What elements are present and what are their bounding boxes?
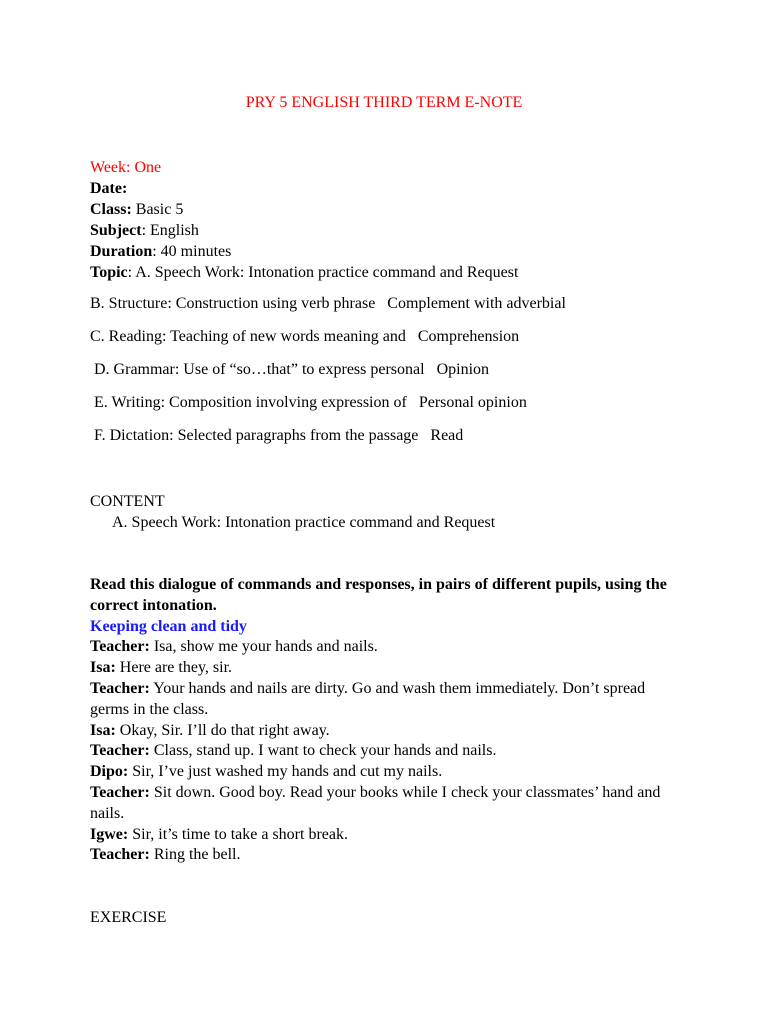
dialogue-line (90, 783, 670, 825)
dialogue-text: Sit down. Good boy. Read your books while I check your classmates’ hand and nails. (90, 783, 661, 822)
topic-label: Topic (90, 264, 128, 281)
topic-item: B. Structure: Construction using verb phrase Complement with adverbial (90, 295, 566, 312)
dialogue-subtitle: Keeping clean and tidy (90, 617, 247, 635)
topic-item: F. Dictation: Selected paragraphs from the passage Read (90, 427, 464, 444)
class-label: Class: (90, 201, 132, 218)
topic-item: C. Reading: Teaching of new words meaning and Comprehension (90, 328, 520, 345)
dialogue-line (90, 637, 670, 658)
dialogue-text: Class, stand up. I want to check your hands and nails. (149, 742, 497, 760)
week-label: Week: One (90, 159, 162, 176)
dialogue-text: Okay, Sir. I’ll do that right away. (115, 721, 330, 739)
date-row (90, 178, 730, 199)
dialogue-text: Sir, I’ve just washed my hands and cut my nails. (128, 763, 443, 781)
speaker-name: Teacher: (90, 783, 150, 801)
dialogue-line (90, 741, 670, 762)
speaker-name: Igwe: (90, 825, 129, 843)
document-title: PRY 5 ENGLISH THIRD TERM E-NOTE (245, 94, 523, 111)
speaker-name: Isa: (90, 659, 116, 677)
subject-label: Subject (90, 222, 142, 239)
dialogue-text: Isa, show me your hands and nails. (149, 638, 378, 656)
duration-value: : 40 minutes (152, 243, 232, 260)
duration-row (90, 241, 730, 262)
content-item: A. Speech Work: Intonation practice command and Request (112, 514, 496, 531)
content-section (90, 491, 730, 533)
dialogue-line (90, 721, 670, 742)
dialogue-line (90, 658, 670, 679)
class-value: Basic 5 (131, 201, 184, 218)
speaker-name: Teacher: (90, 742, 150, 760)
dialogue-line (90, 679, 670, 721)
topic-value: : A. Speech Work: Intonation practice command and Request (127, 264, 519, 281)
subject-value: : English (141, 222, 199, 239)
topic-item: E. Writing: Composition involving expression of Personal opinion (90, 394, 527, 411)
dialogue-line (90, 825, 670, 846)
speaker-name: Teacher: (90, 638, 150, 656)
speaker-name: Teacher: (90, 846, 150, 864)
dialogue-line (90, 845, 670, 866)
class-row (90, 199, 730, 220)
dialogue-line (90, 762, 670, 783)
duration-label: Duration (90, 243, 153, 260)
subject-row (90, 220, 730, 241)
dialogue-section (90, 575, 670, 866)
dialogue-text: Ring the bell. (149, 846, 241, 864)
exercise-heading: EXERCISE (90, 909, 167, 926)
date-label: Date: (90, 180, 128, 197)
speaker-name: Isa: (90, 721, 116, 739)
dialogue-instruction: Read this dialogue of commands and responses, in pairs of different pupils, using the correct intonation. (90, 576, 667, 614)
speaker-name: Teacher: (90, 679, 150, 697)
dialogue-text: Sir, it’s time to take a short break. (128, 825, 348, 843)
content-heading: CONTENT (90, 493, 165, 510)
topic-item: D. Grammar: Use of “so…that” to express personal Opinion (90, 361, 490, 378)
dialogue-text: Here are they, sir. (115, 659, 233, 677)
dialogue-text: Your hands and nails are dirty. Go and wash them immediately. Don’t spread germs in the class. (90, 679, 646, 718)
lesson-info (90, 157, 730, 283)
speaker-name: Dipo: (90, 763, 129, 781)
topic-row (90, 262, 730, 283)
